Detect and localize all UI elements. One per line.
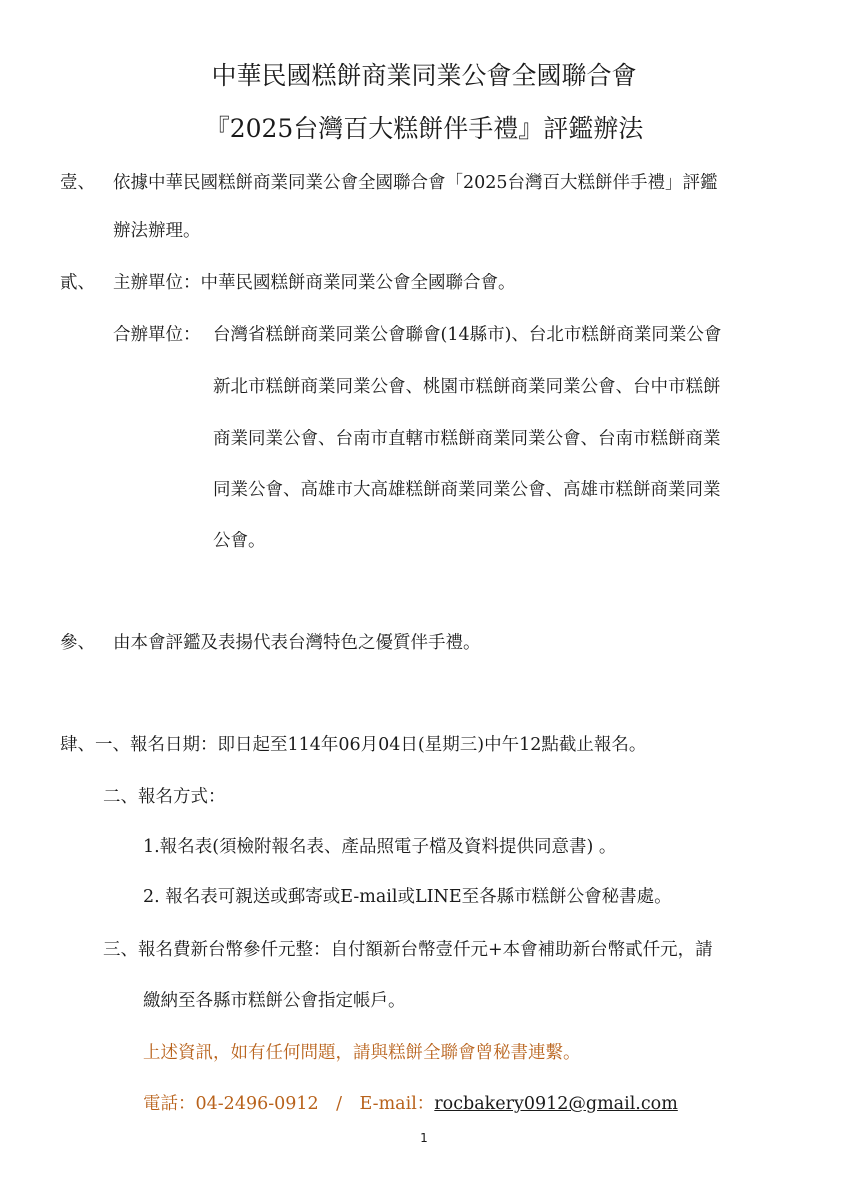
coorganizer-line: 台灣省糕餅商業同業公會聯會(14縣市)、台北市糕餅商業同業公會 <box>213 325 722 345</box>
section-4-item-3-line-2: 繳納至各縣市糕餅公會指定帳戶。 <box>143 991 406 1011</box>
section-4-item-2: 二、報名方式： <box>103 787 226 807</box>
contact-note: 上述資訊，如有任何問題，請與糕餅全聯會曾秘書連繫。 <box>143 1043 581 1063</box>
contact-phone: 電話：04-2496-0912 / E-mail： <box>143 1094 435 1114</box>
section-3-number: 參、 <box>60 633 95 653</box>
section-4-item-2-sub-2: 2. 報名表可親送或郵寄或E-mail或LINE至各縣市糕餅公會秘書處。 <box>143 887 672 907</box>
section-4-item-2-sub-1: 1.報名表(須檢附報名表、產品照電子檔及資料提供同意書) 。 <box>143 837 617 857</box>
coorganizer-label: 合辦單位： <box>113 325 201 345</box>
section-1-line-2: 辦法辦理。 <box>113 221 201 241</box>
page-number: 1 <box>420 1131 428 1145</box>
section-2-number: 貳、 <box>60 273 95 293</box>
coorganizer-line: 新北市糕餅商業同業公會、桃園市糕餅商業同業公會、台中市糕餅 <box>213 377 721 397</box>
coorganizer-line: 同業公會、高雄市大高雄糕餅商業同業公會、高雄市糕餅商業同業 <box>213 480 721 500</box>
coorganizer-line: 公會。 <box>213 531 266 551</box>
contact-email-link[interactable]: rocbakery0912@gmail.com <box>434 1094 678 1114</box>
section-4-item-3-line-1: 三、報名費新台幣參仟元整：自付額新台幣壹仟元+本會補助新台幣貳仟元，請 <box>103 940 713 960</box>
coorganizer-line: 商業同業公會、台南市直轄市糕餅商業同業公會、台南市糕餅商業 <box>213 429 721 449</box>
section-3-text: 由本會評鑑及表揚代表台灣特色之優質伴手禮。 <box>113 633 481 653</box>
contact-line <box>143 1093 678 1115</box>
section-4-item-1: 肆、一、報名日期：即日起至114年06月04日(星期三)中午12點截止報名。 <box>60 735 647 755</box>
section-1-number: 壹、 <box>60 173 95 193</box>
organizer-text: 主辦單位：中華民國糕餅商業同業公會全國聯合會。 <box>113 273 516 293</box>
section-1-line-1: 依據中華民國糕餅商業同業公會全國聯合會「2025台灣百大糕餅伴手禮」評鑑 <box>113 173 718 193</box>
title-line-2: 『2025台灣百大糕餅伴手禮』評鑑辦法 <box>204 114 644 143</box>
title-line-1: 中華民國糕餅商業同業公會全國聯合會 <box>211 61 637 90</box>
